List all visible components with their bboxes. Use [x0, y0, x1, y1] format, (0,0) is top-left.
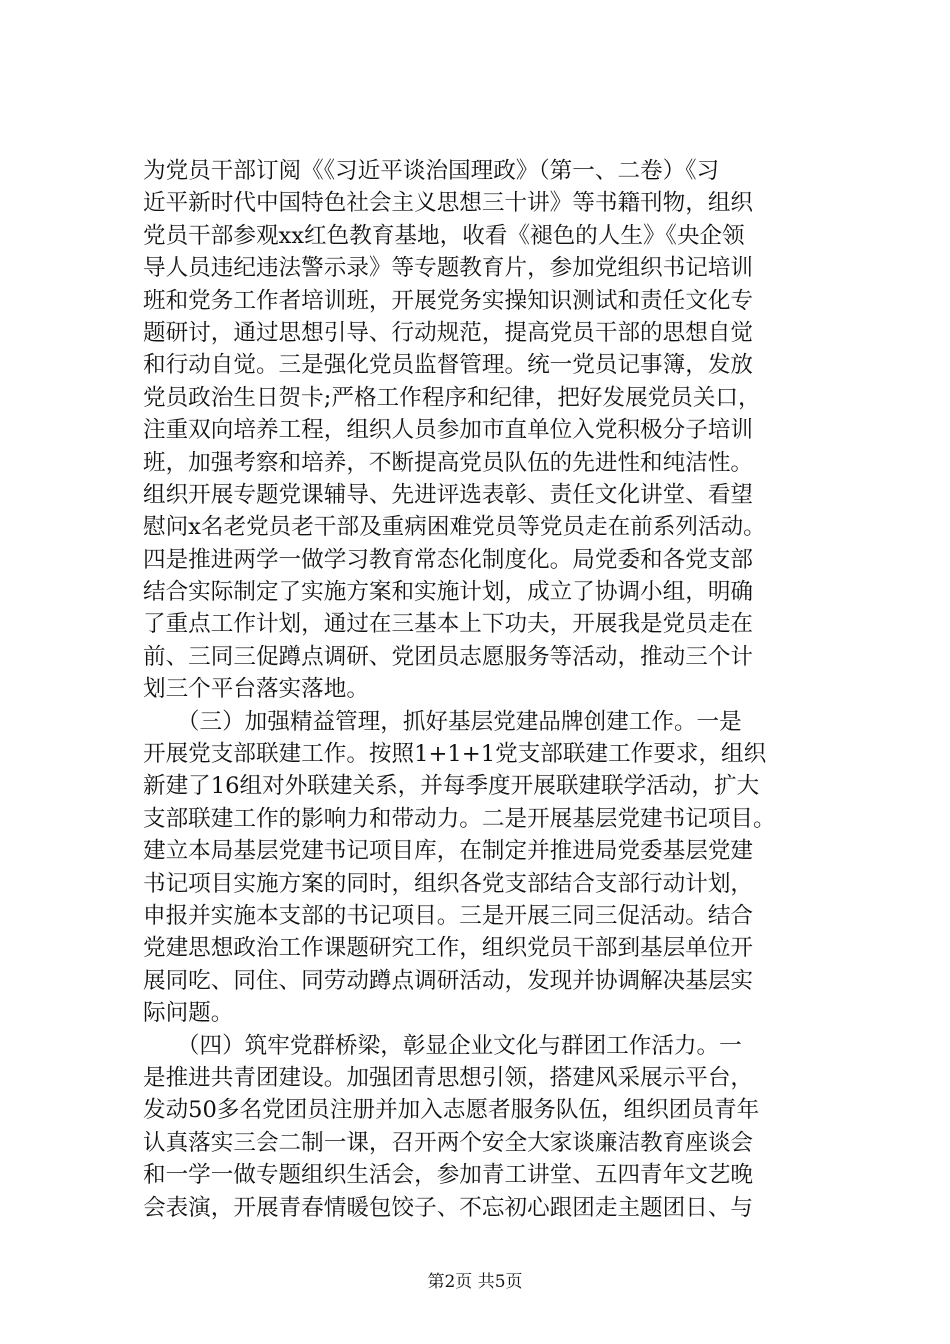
text-line: 党员干部参观xx红色教育基地，收看《褪色的人生》《央企领	[143, 222, 745, 249]
text-line: 认真落实三会二制一课，召开两个安全大家谈廉洁教育座谈会	[143, 1129, 754, 1156]
text-line: 支部联建工作的影响力和带动力。二是开展基层党建书记项目。	[143, 805, 776, 832]
page-number-label: 第2页 共5页	[427, 1272, 523, 1292]
text-line: 为党员干部订阅《《习近平谈治国理政》（第一、二卷）《习	[143, 158, 720, 184]
text-line: 发动50多名党团员注册并加入志愿者服务队伍，组织团员青年	[143, 1097, 760, 1124]
text-line: 党建思想政治工作课题研究工作，组织党员干部到基层单位开	[143, 935, 754, 962]
text-line: 和行动自觉。三是强化党员监督管理。统一党员记事簿，发放	[143, 352, 754, 379]
text-line: 划三个平台落实落地。	[143, 676, 369, 703]
text-line: 导人员违纪违法警示录》等专题教育片，参加党组织书记培训	[143, 255, 754, 282]
text-line: 建立本局基层党建书记项目库，在制定并推进局党委基层党建	[143, 838, 754, 865]
text-line: 慰问x名老党员老干部及重病困难党员等党员走在前系列活动。	[143, 514, 766, 541]
text-line: 注重双向培养工程，组织人员参加市直单位入党积极分子培训	[143, 417, 754, 444]
text-line: 书记项目实施方案的同时，组织各党支部结合支部行动计划，	[143, 870, 754, 897]
text-line: 班和党务工作者培训班，开展党务实操知识测试和责任文化专	[143, 287, 754, 314]
text-line: 题研讨，通过思想引导、行动规范，提高党员干部的思想自觉	[143, 319, 754, 346]
text-line: 展同吃、同住、同劳动蹲点调研活动，发现并协调解决基层实	[143, 967, 754, 994]
text-line: 前、三同三促蹲点调研、党团员志愿服务等活动，推动三个计	[143, 643, 754, 670]
text-line: 四是推进两学一做学习教育常态化制度化。局党委和各党支部	[143, 546, 754, 573]
body-text	[143, 155, 833, 1224]
text-line: 班，加强考察和培养，不断提高党员队伍的先进性和纯洁性。	[143, 449, 754, 476]
text-line: 申报并实施本支部的书记项目。三是开展三同三促活动。结合	[143, 902, 754, 929]
text-line: 会表演，开展青春情暖包饺子、不忘初心跟团走主题团日、与	[143, 1194, 754, 1221]
text-line: 开展党支部联建工作。按照1+1+1党支部联建工作要求，组织	[143, 741, 767, 768]
text-line: （三）加强精益管理，抓好基层党建品牌创建工作。一是	[143, 708, 742, 735]
text-line: 是推进共青团建设。加强团青思想引领，搭建风采展示平台，	[143, 1064, 754, 1091]
text-line: 组织开展专题党课辅导、先进评选表彰、责任文化讲堂、看望	[143, 481, 754, 508]
text-line: 新建了16组对外联建关系，并每季度开展联建联学活动，扩大	[143, 773, 760, 800]
text-line: 党员政治生日贺卡;严格工作程序和纪律，把好发展党员关口，	[143, 384, 761, 411]
text-line: 了重点工作计划，通过在三基本上下功夫，开展我是党员走在	[143, 611, 754, 638]
text-line: 近平新时代中国特色社会主义思想三十讲》等书籍刊物，组织	[143, 190, 754, 217]
page-footer	[0, 1271, 950, 1293]
text-line: 际问题。	[143, 1000, 234, 1027]
text-line: （四）筑牢党群桥梁，彰显企业文化与群团工作活力。一	[143, 1032, 742, 1059]
text-line: 和一学一做专题组织生活会，参加青工讲堂、五四青年文艺晚	[143, 1162, 754, 1189]
text-line: 结合实际制定了实施方案和实施计划，成立了协调小组，明确	[143, 579, 754, 606]
